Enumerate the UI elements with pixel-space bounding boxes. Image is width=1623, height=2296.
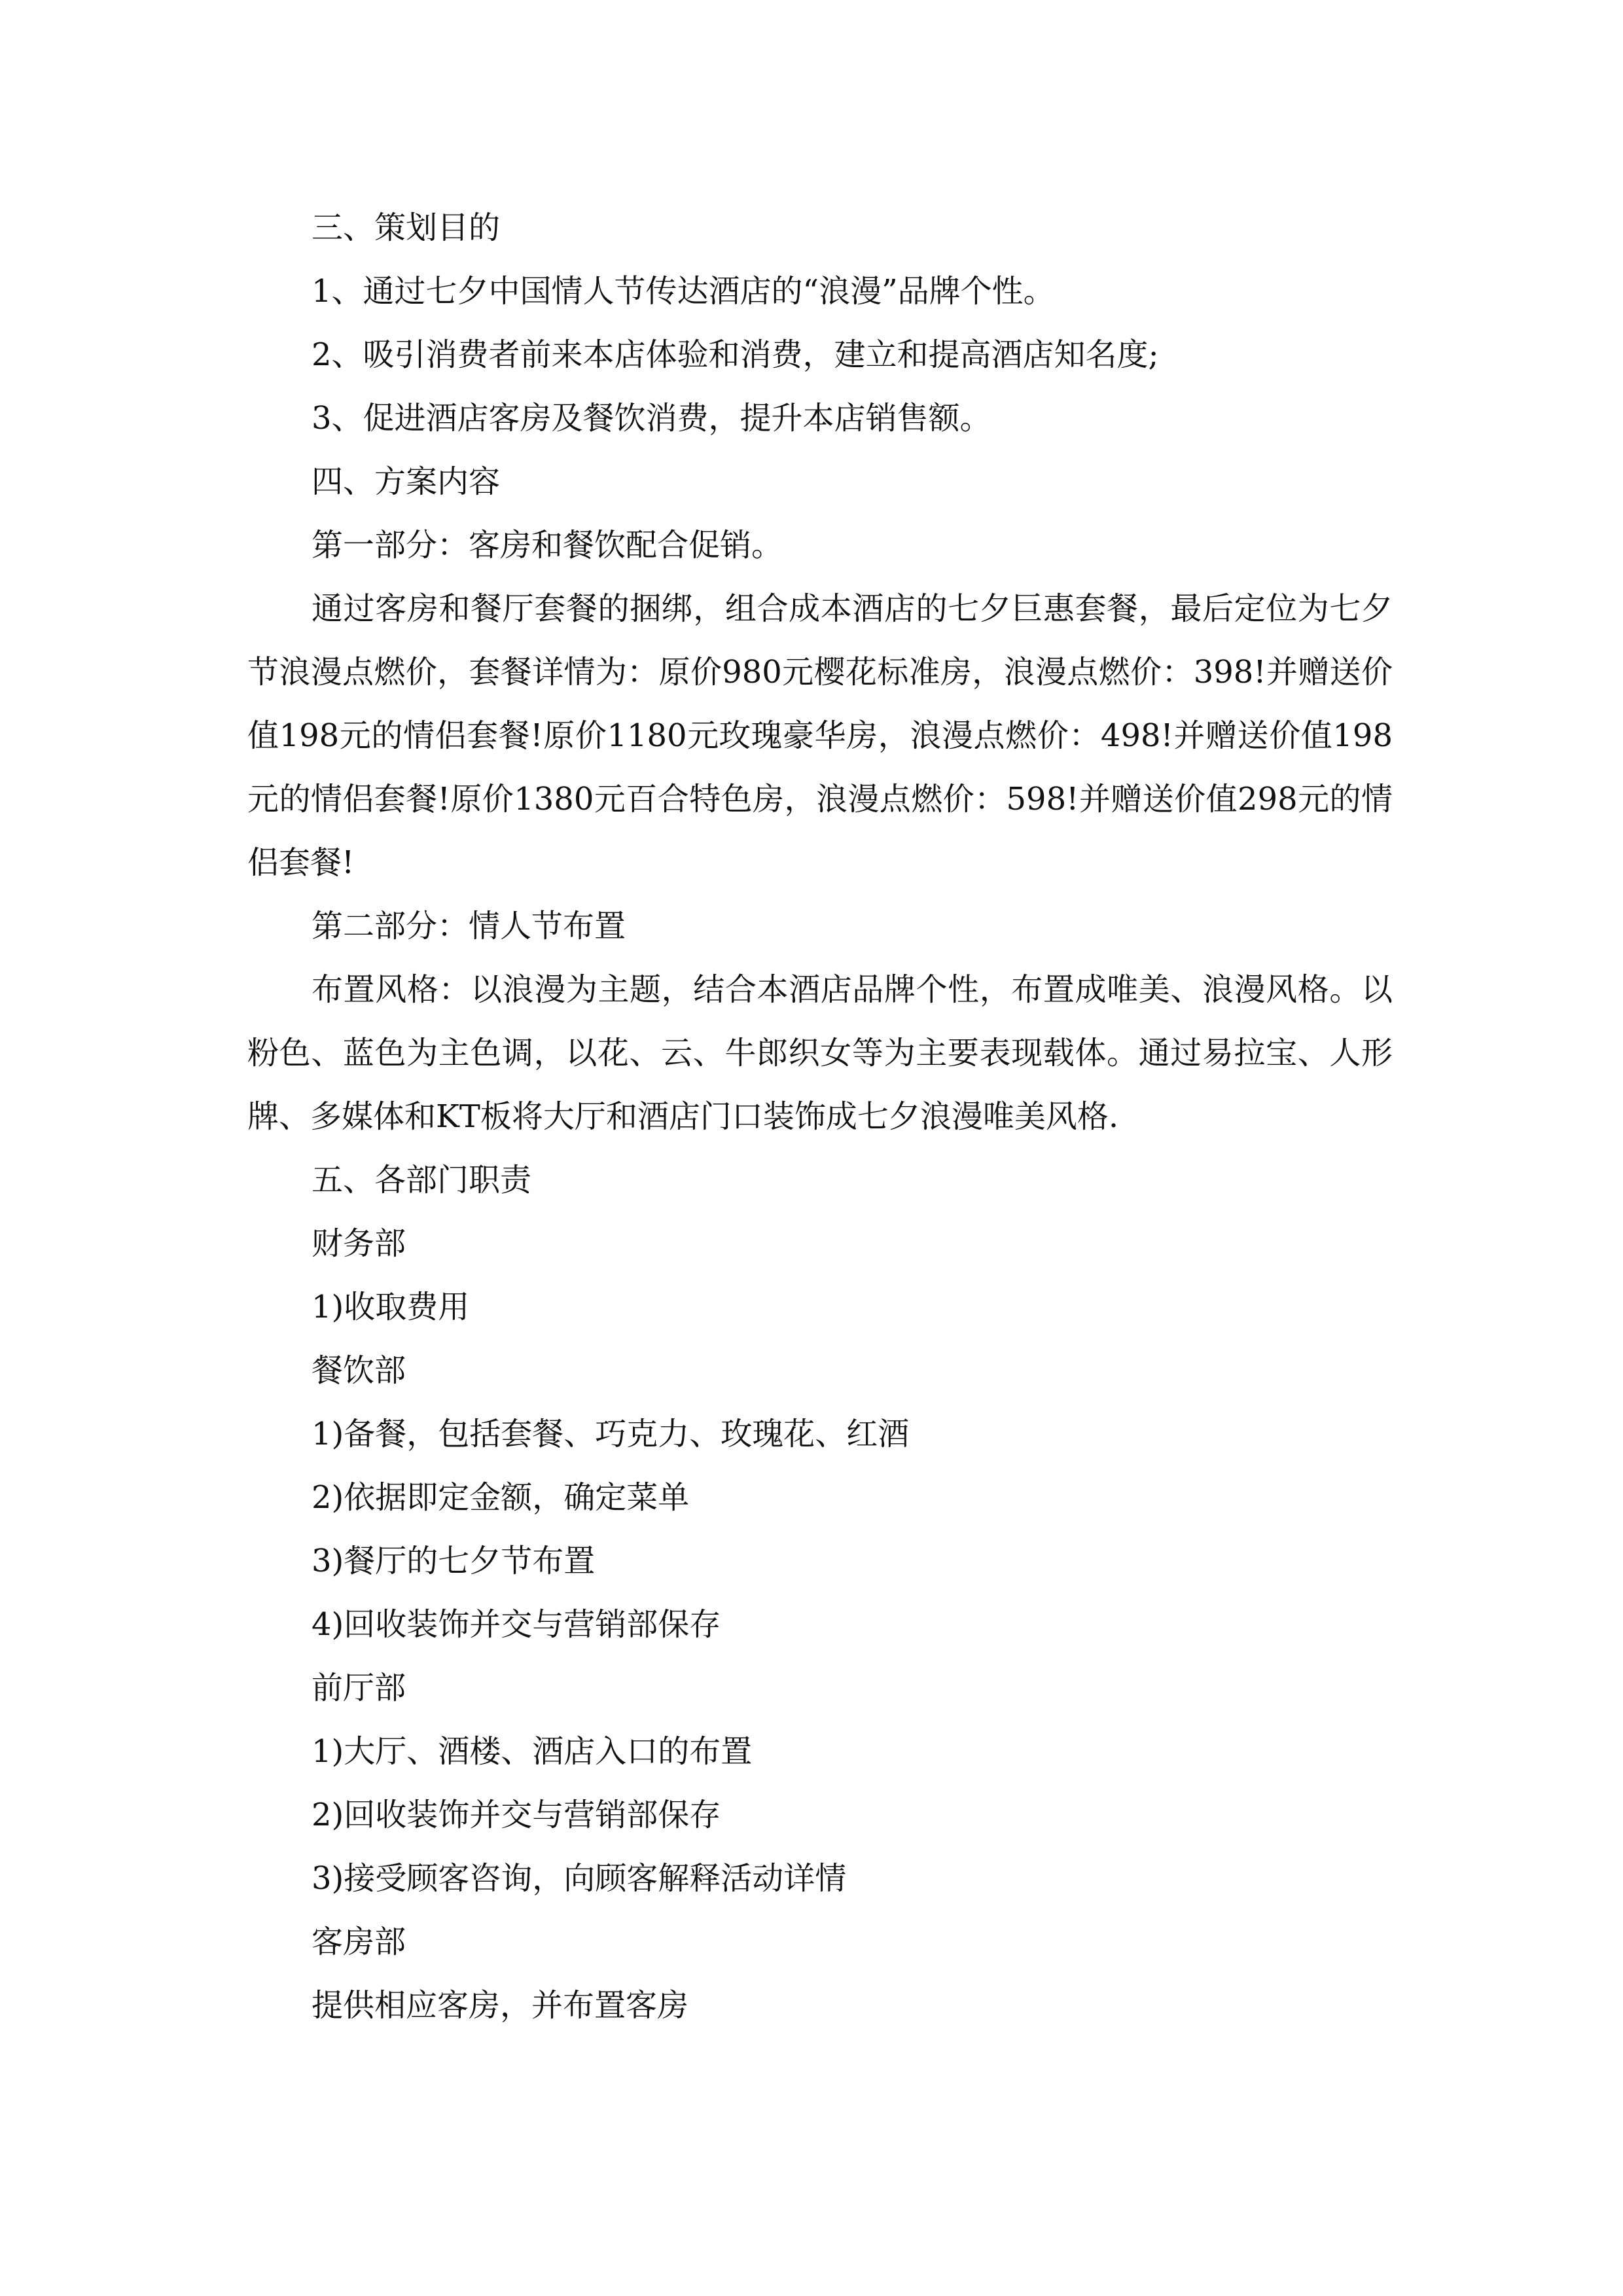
purpose-item: 1、通过七夕中国情人节传达酒店的“浪漫”品牌个性。 — [312, 273, 1055, 310]
housekeeping-duty-item: 提供相应客房，并布置客房 — [312, 1987, 689, 2024]
purpose-item: 3、促进酒店客房及餐饮消费，提升本店销售额。 — [312, 400, 991, 437]
plan-part1-title: 第一部分：客房和餐饮配合促销。 — [312, 527, 783, 564]
section-heading-purpose: 三、策划目的 — [312, 209, 501, 246]
catering-duty-item: 3)餐厅的七夕节布置 — [312, 1543, 596, 1579]
catering-duty-item: 1)备餐，包括套餐、巧克力、玫瑰花、红酒 — [312, 1416, 910, 1452]
section-heading-plan: 四、方案内容 — [312, 463, 501, 500]
document-body — [247, 196, 1393, 2037]
plan-part1-body: 通过客房和餐厅套餐的捆绑，组合成本酒店的七夕巨惠套餐，最后定位为七夕节浪漫点燃价，套餐详情为：原价980元樱花标准房，浪漫点燃价：398!并赠送价值198元的情侣套餐!原价1180元玫瑰豪华房，浪漫点燃价：498!并赠送价值198元的情侣套餐!原价1380元百合特色房，浪漫点燃价：598!并赠送价值298元的情侣套餐! — [247, 590, 1393, 881]
department-name-front-office: 前厅部 — [312, 1670, 406, 1706]
front-office-duty-item: 2)回收装饰并交与营销部保存 — [312, 1797, 721, 1833]
section-heading-duties: 五、各部门职责 — [312, 1162, 532, 1198]
front-office-duty-item: 1)大厅、酒楼、酒店入口的布置 — [312, 1733, 753, 1770]
department-name-finance: 财务部 — [312, 1225, 406, 1262]
department-name-catering: 餐饮部 — [312, 1352, 406, 1389]
purpose-item: 2、吸引消费者前来本店体验和消费，建立和提高酒店知名度; — [312, 336, 1159, 373]
catering-duty-item: 2)依据即定金额，确定菜单 — [312, 1479, 690, 1516]
catering-duty-item: 4)回收装饰并交与营销部保存 — [312, 1606, 721, 1643]
finance-duty-item: 1)收取费用 — [312, 1289, 470, 1325]
department-name-housekeeping: 客房部 — [312, 1924, 406, 1960]
plan-part2-body: 布置风格：以浪漫为主题，结合本酒店品牌个性，布置成唯美、浪漫风格。以粉色、蓝色为主色调，以花、云、牛郎织女等为主要表现载体。通过易拉宝、人形牌、多媒体和KT板将大厅和酒店门口装饰成七夕浪漫唯美风格. — [247, 971, 1393, 1135]
front-office-duty-item: 3)接受顾客咨询，向顾客解释活动详情 — [312, 1860, 847, 1897]
plan-part2-title: 第二部分：情人节布置 — [312, 908, 626, 944]
